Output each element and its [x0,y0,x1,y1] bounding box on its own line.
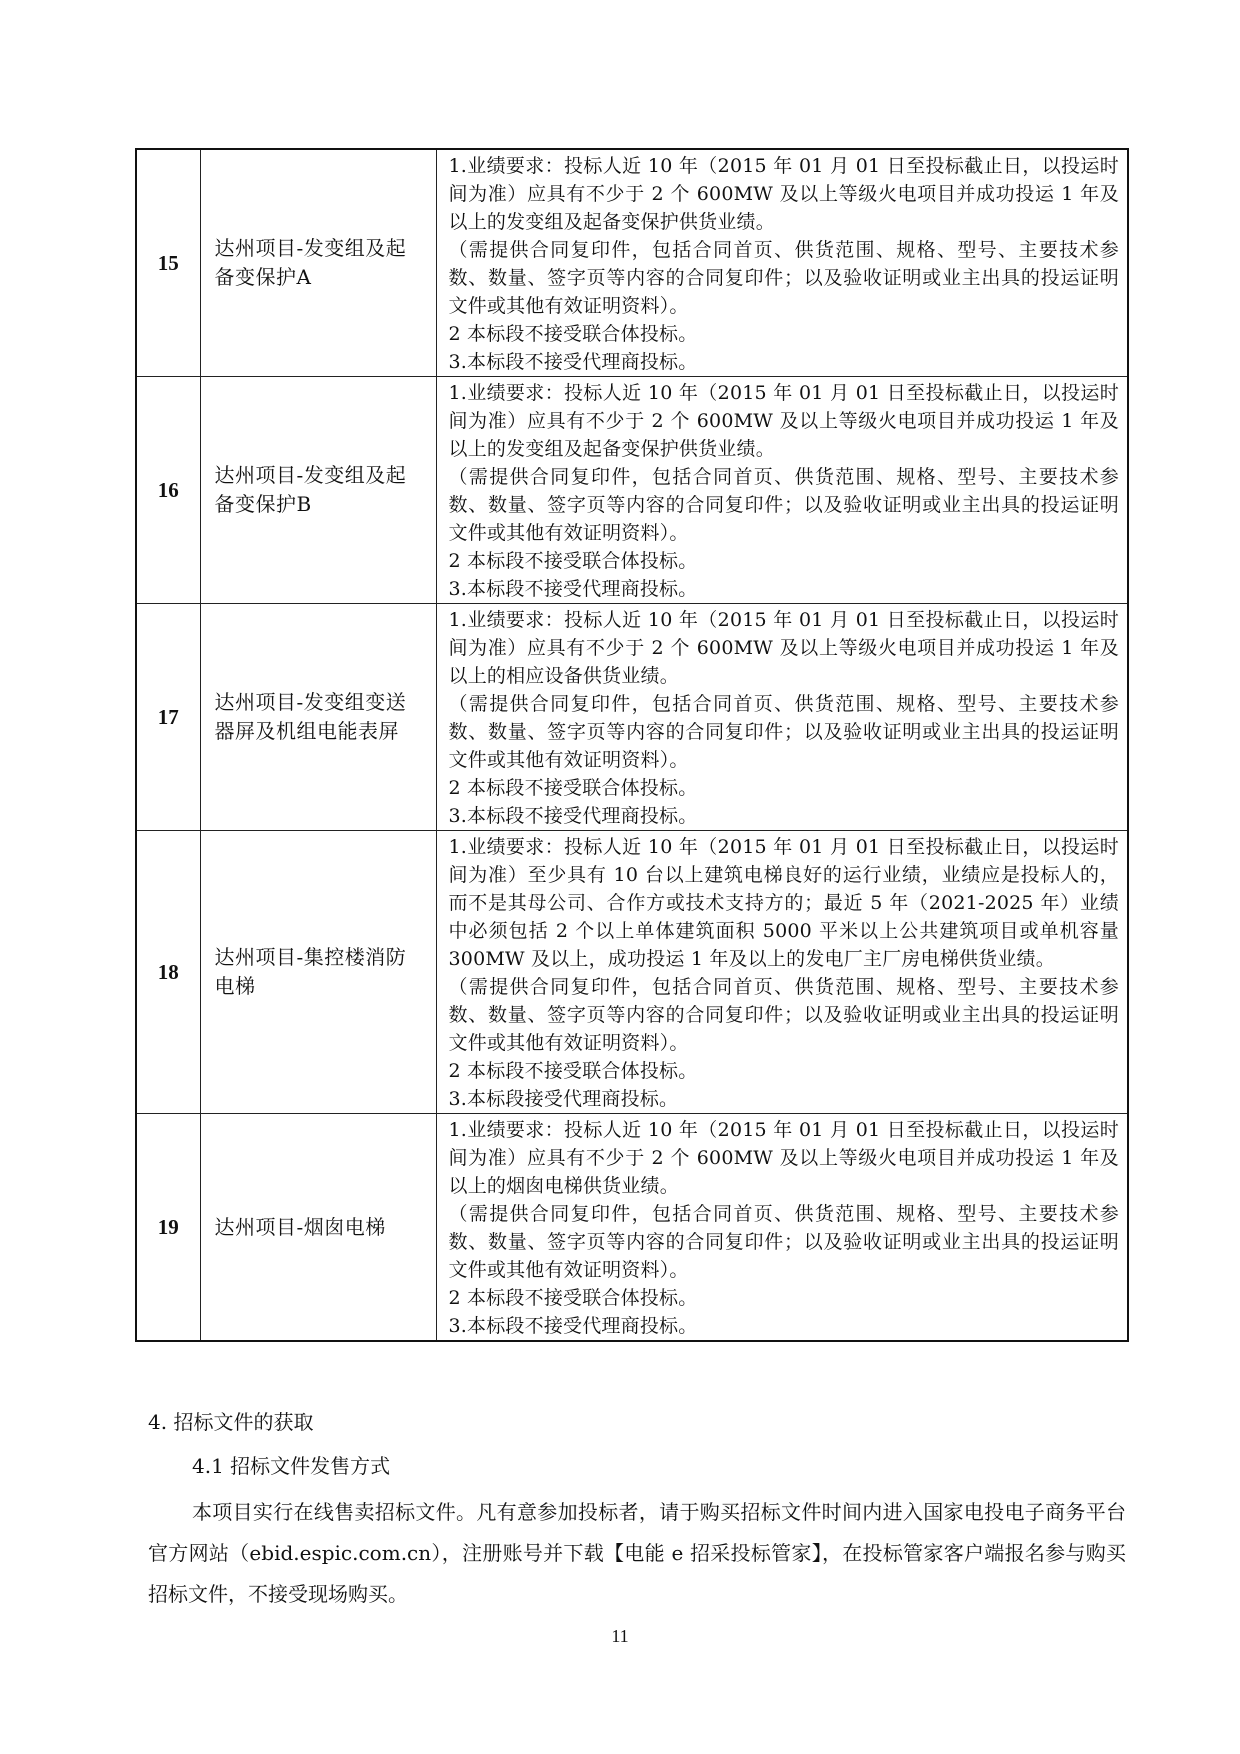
requirement-cell [436,1114,1128,1342]
lot-name: 达州项目-发变组及起备变保护A [200,149,436,377]
requirement-line: 1.业绩要求：投标人近 10 年（2015 年 01 月 01 日至投标截止日，以投运时间为准）应具有不少于 2 个 600MW 及以上等级火电项目并成功投运 1 年及以上的相应设备供货业绩。 [448,609,1119,687]
row-number: 18 [136,831,200,1114]
table-row [136,149,1128,377]
lot-name: 达州项目-发变组变送器屏及机组电能表屏 [200,604,436,831]
requirement-cell [436,149,1128,377]
requirement-line: 1.业绩要求：投标人近 10 年（2015 年 01 月 01 日至投标截止日，以投运时间为准）应具有不少于 2 个 600MW 及以上等级火电项目并成功投运 1 年及以上的烟囱电梯供货业绩。 [448,1119,1119,1197]
table-row [136,1114,1128,1342]
row-number: 17 [136,604,200,831]
requirement-cell [436,604,1128,831]
requirement-line: （需提供合同复印件，包括合同首页、供货范围、规格、型号、主要技术参数、数量、签字页等内容的合同复印件；以及验收证明或业主出具的投运证明文件或其他有效证明资料）。 [448,239,1119,317]
table-row [136,377,1128,604]
requirement-cell [436,377,1128,604]
requirement-line: （需提供合同复印件，包括合同首页、供货范围、规格、型号、主要技术参数、数量、签字页等内容的合同复印件；以及验收证明或业主出具的投运证明文件或其他有效证明资料）。 [448,1203,1119,1281]
requirement-line: 2 本标段不接受联合体投标。 [448,550,698,572]
row-number: 19 [136,1114,200,1342]
requirement-line: 2 本标段不接受联合体投标。 [448,323,698,345]
requirement-line: 2 本标段不接受联合体投标。 [448,1060,698,1082]
lot-name: 达州项目-烟囱电梯 [200,1114,436,1342]
lot-name: 达州项目-发变组及起备变保护B [200,377,436,604]
requirement-line: 2 本标段不接受联合体投标。 [448,1287,698,1309]
requirement-line: 3.本标段接受代理商投标。 [448,1088,679,1110]
requirement-line: 3.本标段不接受代理商投标。 [448,578,698,600]
requirements-table [135,148,1129,1342]
section-body: 本项目实行在线售卖招标文件。凡有意参加投标者，请于购买招标文件时间内进入国家电投电子商务平台官方网站（ebid.espic.com.cn），注册账号并下载【电能 e 招采投标管家】，在投标管家客户端报名参与购买招标文件，不接受现场购买。 [148,1500,1126,1606]
table-row [136,831,1128,1114]
requirement-line: 1.业绩要求：投标人近 10 年（2015 年 01 月 01 日至投标截止日，以投运时间为准）应具有不少于 2 个 600MW 及以上等级火电项目并成功投运 1 年及以上的发变组及起备变保护供货业绩。 [448,382,1119,460]
requirement-line: （需提供合同复印件，包括合同首页、供货范围、规格、型号、主要技术参数、数量、签字页等内容的合同复印件；以及验收证明或业主出具的投运证明文件或其他有效证明资料）。 [448,466,1119,544]
row-number: 15 [136,149,200,377]
requirement-line: 1.业绩要求：投标人近 10 年（2015 年 01 月 01 日至投标截止日，以投运时间为准）至少具有 10 台以上建筑电梯良好的运行业绩，业绩应是投标人的，而不是其母公司、合作方或技术支持方的；最近 5 年（2021-2025 年）业绩中必须包括 2 个以上单体建筑面积 5000 平米以上公共建筑项目或单机容量300MW 及以上，成功投运 1 年及以上的发电厂主厂房电梯供货业绩。 [448,836,1119,970]
requirement-line: 3.本标段不接受代理商投标。 [448,351,698,373]
section-heading: 4. 招标文件的获取 [148,1410,314,1434]
section-subheading: 4.1 招标文件发售方式 [192,1454,391,1478]
requirement-line: 1.业绩要求：投标人近 10 年（2015 年 01 月 01 日至投标截止日，以投运时间为准）应具有不少于 2 个 600MW 及以上等级火电项目并成功投运 1 年及以上的发变组及起备变保护供货业绩。 [448,155,1119,233]
row-number: 16 [136,377,200,604]
requirement-line: 3.本标段不接受代理商投标。 [448,805,698,827]
lot-name: 达州项目-集控楼消防电梯 [200,831,436,1114]
page-number: 11 [611,1626,629,1646]
requirement-line: （需提供合同复印件，包括合同首页、供货范围、规格、型号、主要技术参数、数量、签字页等内容的合同复印件；以及验收证明或业主出具的投运证明文件或其他有效证明资料）。 [448,976,1119,1054]
requirement-line: （需提供合同复印件，包括合同首页、供货范围、规格、型号、主要技术参数、数量、签字页等内容的合同复印件；以及验收证明或业主出具的投运证明文件或其他有效证明资料）。 [448,693,1119,771]
requirement-line: 2 本标段不接受联合体投标。 [448,777,698,799]
requirement-line: 3.本标段不接受代理商投标。 [448,1315,698,1337]
table-row [136,604,1128,831]
requirement-cell [436,831,1128,1114]
